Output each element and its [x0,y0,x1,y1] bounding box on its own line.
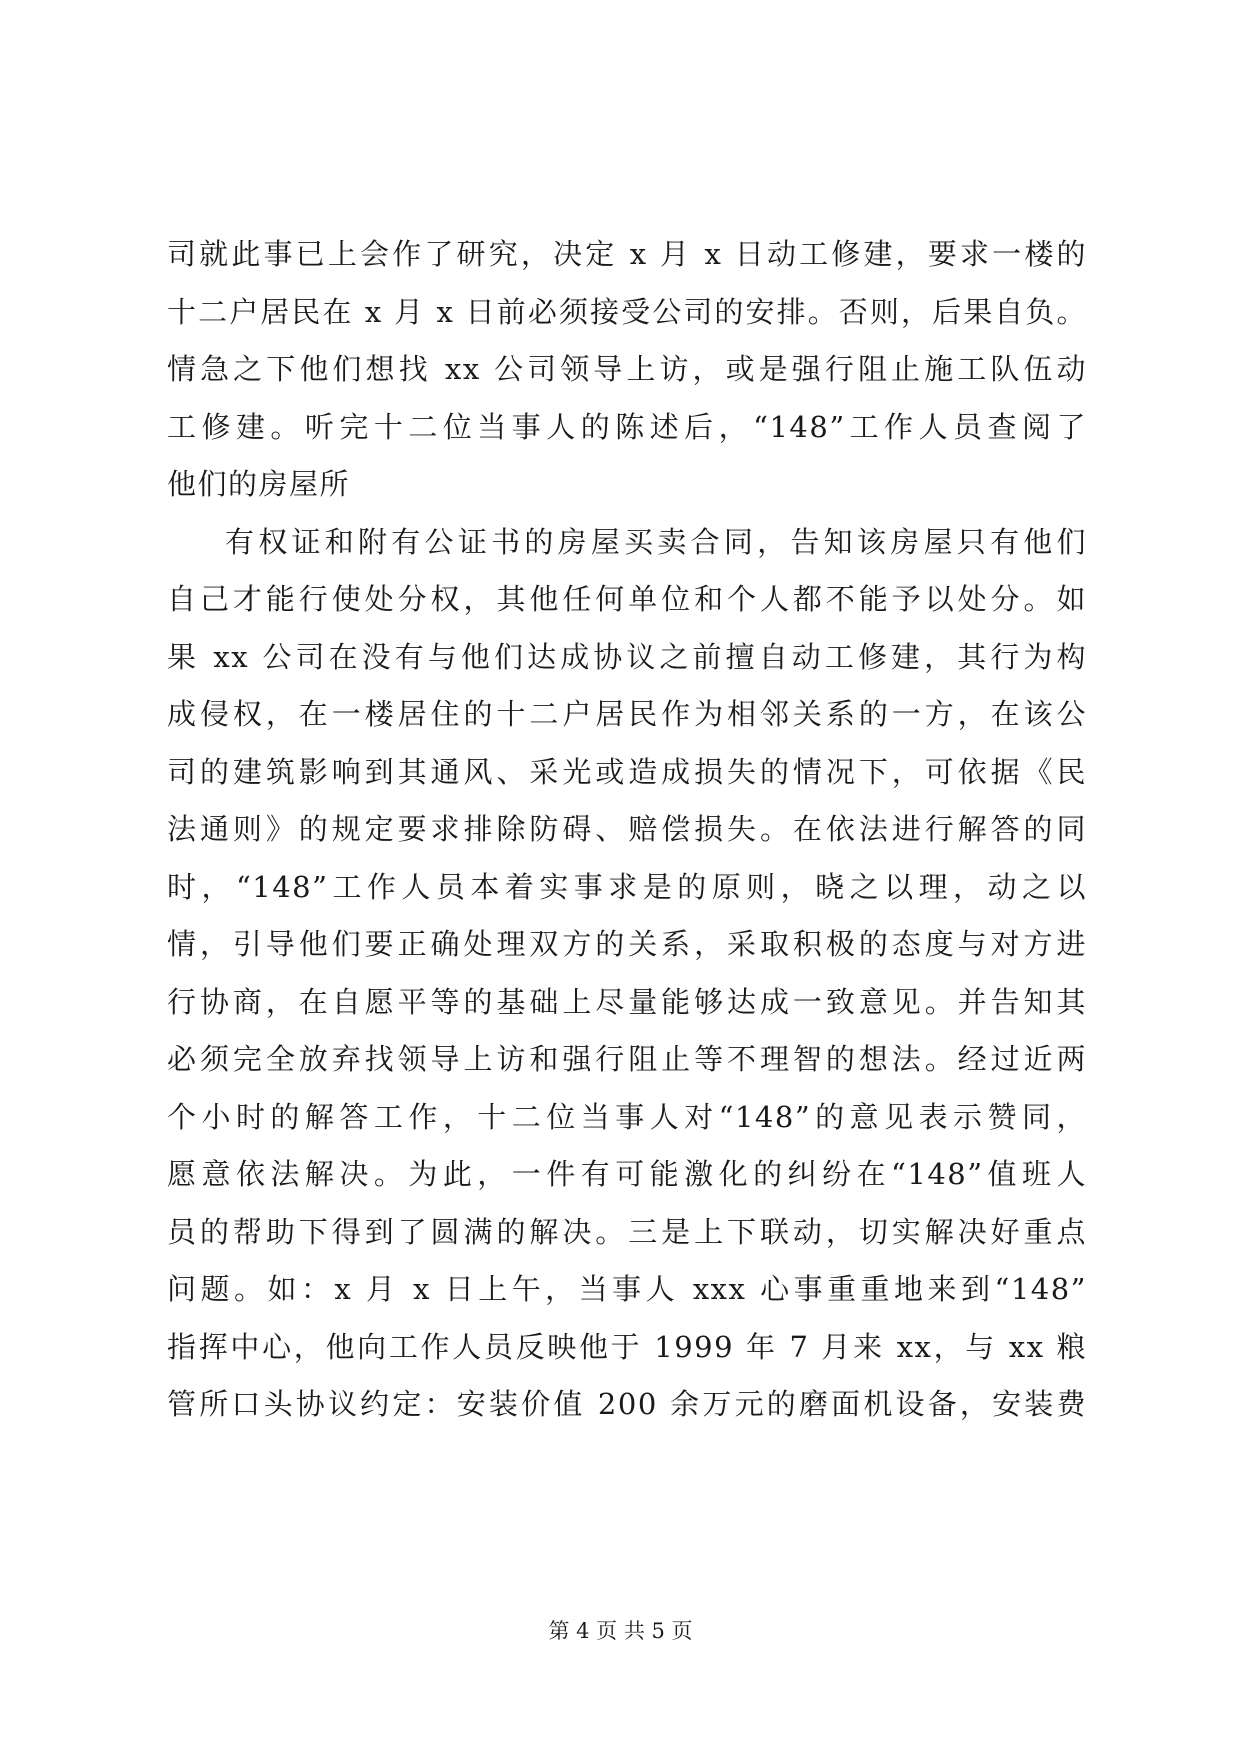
text-line: 成侵权，在一楼居住的十二户居民作为相邻关系的一方，在该公 [167,697,1087,731]
paragraph-2 [167,514,1087,1434]
text-line: 有权证和附有公证书的房屋买卖合同，告知该房屋只有他们 [225,524,1087,559]
text-line: 情急之下他们想找 xx 公司领导上访，或是强行阻止施工队伍动 [167,352,1087,386]
text-line: 司就此事已上会作了研究，决定 x 月 x 日动工修建，要求一楼的 [167,237,1087,271]
text-line: 问题。如：x 月 x 日上午，当事人 xxx 心事重重地来到“148” [167,1272,1087,1306]
text-line: 行协商，在自愿平等的基础上尽量能够达成一致意见。并告知其 [167,984,1087,1019]
text-line: 管所口头协议约定：安装价值 200 余万元的磨面机设备，安装费 [167,1387,1087,1421]
text-line: 个小时的解答工作，十二位当事人对“148”的意见表示赞同， [167,1099,1087,1134]
text-line: 十二户居民在 x 月 x 日前必须接受公司的安排。否则，后果自负。 [167,294,1087,329]
text-line: 果 xx 公司在没有与他们达成协议之前擅自动工修建，其行为构 [167,639,1087,674]
text-line: 自己才能行使处分权，其他任何单位和个人都不能予以处分。如 [167,582,1087,616]
text-line: 愿意依法解决。为此，一件有可能激化的纠纷在“148”值班人 [167,1157,1087,1191]
text-line: 指挥中心，他向工作人员反映他于 1999 年 7 月来 xx，与 xx 粮 [167,1329,1087,1364]
document-body [167,226,1087,1434]
text-line: 他们的房屋所 [167,467,351,501]
text-line: 司的建筑影响到其通风、采光或造成损失的情况下，可依据《民 [167,754,1087,789]
text-line: 员的帮助下得到了圆满的解决。三是上下联动，切实解决好重点 [167,1214,1087,1249]
text-line: 情，引导他们要正确处理双方的关系，采取积极的态度与对方进 [167,927,1087,961]
text-line: 必须完全放弃找领导上访和强行阻止等不理智的想法。经过近两 [167,1042,1087,1076]
paragraph-1 [167,226,1087,514]
text-line: 时，“148”工作人员本着实事求是的原则，晓之以理，动之以 [167,869,1087,904]
page-number-footer: 第 4 页 共 5 页 [548,1619,693,1643]
text-line: 工修建。听完十二位当事人的陈述后，“148”工作人员查阅了 [167,409,1087,444]
text-line: 法通则》的规定要求排除防碍、赔偿损失。在依法进行解答的同 [167,812,1087,846]
